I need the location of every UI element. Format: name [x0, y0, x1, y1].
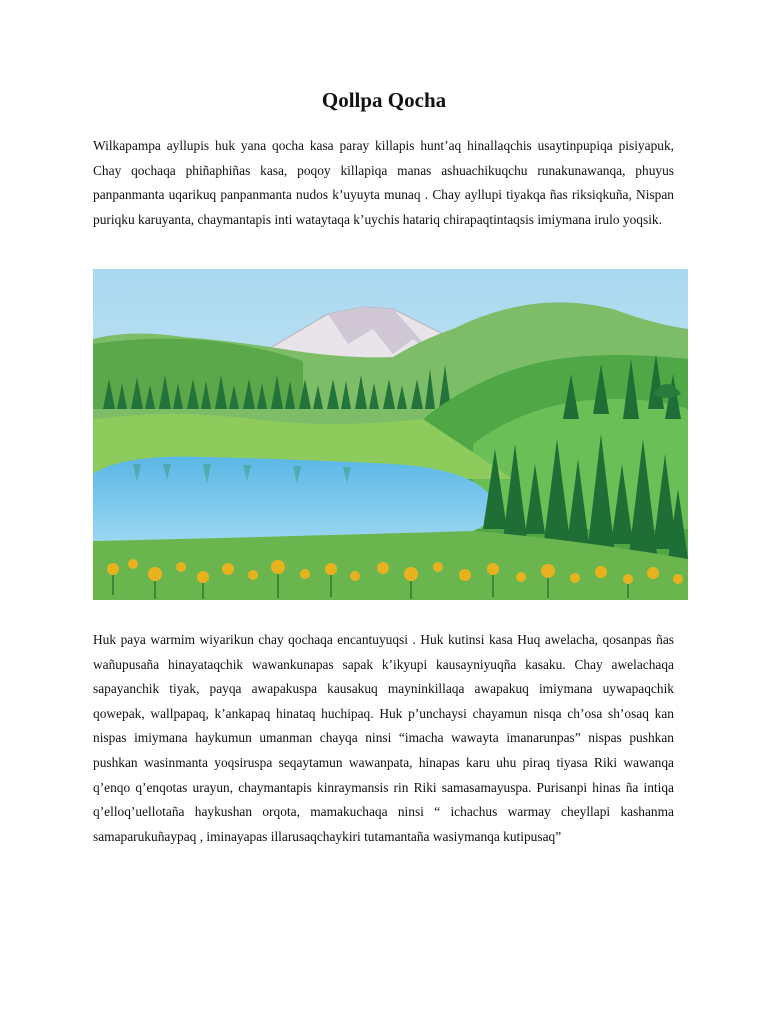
page-title: Qollpa Qocha — [321, 88, 447, 112]
landscape-drawing — [93, 269, 688, 600]
landscape-illustration — [93, 269, 688, 600]
paragraph-2: Huk paya warmim wiyarikun chay qochaqa encantuyuqsi . Huk kutinsi kasa Huq awelacha, qosanpas ñas wañupusaña hinayataqchik wawankunapas sapak k’ikyupi kausayniyuqña kasaku. Chay awelachaqa sapayanchik tiyak, payqa awapakuspa kausakuq mayninkillaqa awapakuq imiymana uywapaqchik qowepak, wallpapaq, k’ankapaq hinataq huchipaq. Huk p’unchaysi chayamun nisqa ch’osa sh’osaq kan nispas imiymana haykumun umanman chayqa ninsi “imacha wawayta imanarunpas” nispas pushkan pushkan wasinmanta yoqsiruspa seqaytamun wawanpata, hinapas karu uhu piraq tiyasa Riki wawanqa q’enqo q’enqotas urayun, chaymantapis kinraymansis rin Riki samasamayuspa. Purisanpi hinas ña intiqa q’elloq’uellotaña haykushan orqota, mamakuchaqa ninsi “ ichachus warmay cheyllapi kashanma samaparukuñaypaq , iminayapas illarusaqchaykiri tutamantaña wasiymanqa kutipusaq” — [93, 632, 674, 844]
paragraph-1: Wilkapampa ayllupis huk yana qocha kasa paray killapis hunt’aq hinallaqchis usaytinpupiqa pisiyapuk, Chay qochaqa phiñaphiñas kasa, poqoy killapiqa manas ashuachikuqchu runakunawanqa, phuyus panpanmanta uqarikuq panpanmanta nudos k’uyuyta munaq . Chay ayllupi tiyakqa ñas riksiqkuña, Nispan puriqku karuyanta, chaymantapis inti wataytaqa k’uychis hatariq chirapaqtintaqsis imiymana irulo yoqsik. — [93, 138, 674, 227]
